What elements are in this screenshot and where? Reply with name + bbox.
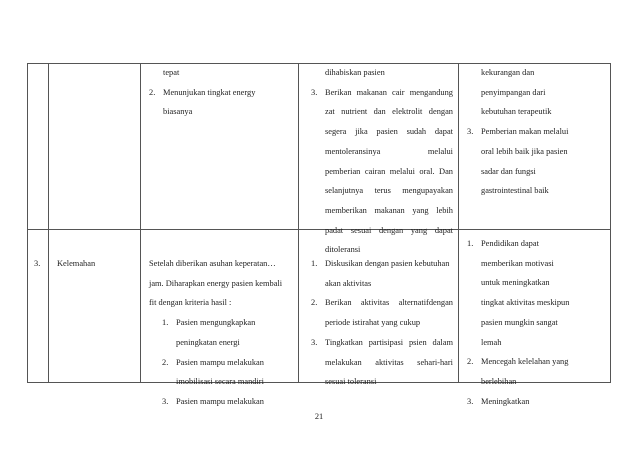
page-number: 21 [314, 412, 324, 421]
rasional-cell: 1. Pendidikan dapat memberikan motivasi untuk meningkatkan tingkat aktivitas meskipun pasien mungkin sangat lemah 2. Mencegah kelelahan yang berlebihan 3. Meningkatkan [467, 239, 570, 406]
intervensi-continued: dihabiskan pasien 3. Berikan makanan cair mengandung zat nutrient dan elektrolit dengan segera jika pasien sudah dapat mentoleransinya melalui pemberian cairan melalui oral. Dan selanjutnya terus mengupayakan memberikan makanan yang lebih padat sesuai dengan yang dapat ditoleransi [311, 68, 453, 255]
col-divider-4 [458, 64, 459, 382]
diagnosa-cell: Kelemahan [57, 259, 96, 268]
row-number: 3. [34, 259, 41, 268]
care-plan-table [27, 63, 611, 406]
col-divider-3 [298, 64, 299, 382]
tujuan-continued: tepat 2. Menunjukan tingkat energy biasanya [149, 68, 256, 117]
rasional-continued: kekurangan dan penyimpangan dari kebutuhan terapeutik 3. Pemberian makan melalui oral lebih baik jika pasien sadar dan fungsi gastrointestinal baik [467, 68, 569, 196]
col-divider-2 [140, 64, 141, 382]
tujuan-cell: Setelah diberikan asuhan keperatan… jam. Diharapkan energy pasien kembali fit dengan kriteria hasil : 1. Pasien mengungkapkan peningkatan energi 2. Pasien mampu melakukan imobilisasi secara mandiri 3. Pasien mampu melakukan [149, 259, 283, 406]
intervensi-cell: 1. Diskusikan dengan pasien kebutuhan akan aktivitas 2. Berikan aktivitas alternatifdengan periode istirahat yang cukup 3. Tingkatkan partisipasi psien dalam melakukan aktivitas sehari-hari sesuai toleransi [311, 259, 453, 387]
col-divider-1 [48, 64, 49, 382]
